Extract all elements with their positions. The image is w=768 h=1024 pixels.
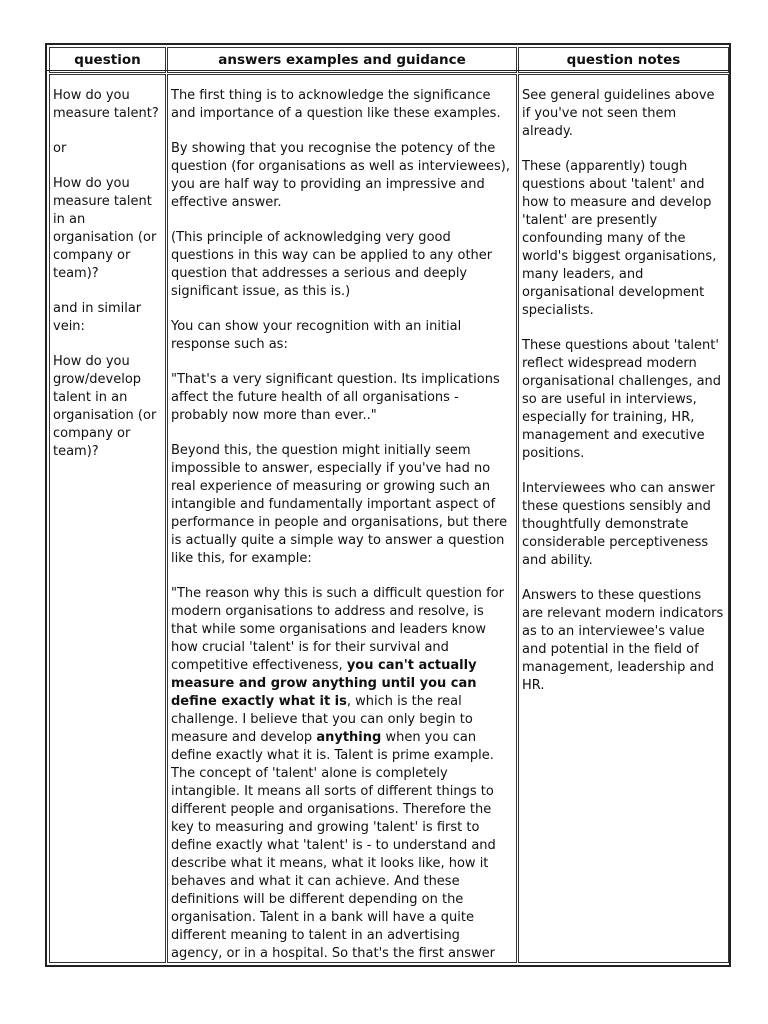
header-notes: question notes: [518, 47, 729, 73]
header-answers: answers examples and guidance: [167, 47, 517, 73]
answer-example: [171, 585, 513, 963]
answer-example-text: when you can define exactly what it is. Talent is prime example. The concept of 'talent' alone is completely intangible. It means all sorts of different things to different people and organisations. Therefore the key to measuring and growing 'talent' is first to define exactly what 'talent' is - to understand and describe what it means, what it looks like, how it behaves and what it can achieve. And these definitions will be different depending on the organisation. Talent in a bank will have a quite different meaning to talent in an advertising agency, or in a hospital. So that's the first answer: [171, 730, 496, 961]
interview-questions-table: [45, 43, 731, 967]
answer-example-text: "The reason why this is such a difficult question for modern organisations to address and resolve, is that while some organisations and leaders know how crucial 'talent' is for their survival and competitive effectiveness,: [171, 586, 504, 673]
notes-cell: [518, 74, 729, 963]
header-question: question: [49, 47, 166, 73]
note-paragraph: See general guidelines above if you've not seen them already.: [522, 88, 715, 139]
note-paragraph: Interviewees who can answer these questions sensibly and thoughtfully demonstrate considerable perceptiveness and ability.: [522, 481, 715, 568]
answer-paragraph: The first thing is to acknowledge the significance and importance of a question like these examples.: [171, 88, 501, 121]
answer-example-emphasis: you can't actually measure and grow anything until you can define exactly what it is: [171, 658, 477, 709]
note-paragraph: Answers to these questions are relevant modern indicators as to an interviewee's value and potential in the field of management, leadership and HR.: [522, 588, 724, 693]
note-paragraph: These questions about 'talent' reflect widespread modern organisational challenges, and so are useful in interviews, especially for training, HR, management and executive positions.: [522, 338, 722, 461]
question-text: How do you grow/develop talent in an organisation (or company or team)?: [53, 354, 157, 459]
answer-paragraph: By showing that you recognise the potency of the question (for organisations as well as interviewees), you are half way to providing an impressive and effective answer.: [171, 141, 510, 210]
answer-example-emphasis: anything: [316, 730, 382, 745]
question-connector: or: [53, 141, 67, 156]
question-cell: [49, 74, 166, 963]
question-text: How do you measure talent?: [53, 88, 159, 121]
answer-paragraph: (This principle of acknowledging very good questions in this way can be applied to any other question that addresses a serious and deeply significant issue, as this is.): [171, 230, 493, 299]
question-connector: and in similar vein:: [53, 301, 142, 334]
answer-example-text: , which is the real challenge. I believe that you can only begin to measure and develop: [171, 694, 473, 745]
answer-paragraph: You can show your recognition with an initial response such as:: [171, 319, 462, 352]
answer-quote: "That's a very significant question. Its implications affect the future health of all organisations - probably now more than ever..": [171, 372, 500, 423]
answers-cell: [167, 74, 517, 963]
question-text: How do you measure talent in an organisation (or company or team)?: [53, 176, 157, 281]
answer-paragraph: Beyond this, the question might initially seem impossible to answer, especially if you've had no real experience of measuring or growing such an intangible and fundamentally important aspect of performance in people and organisations, but there is actually quite a simple way to answer a question like this, for example:: [171, 443, 508, 566]
note-paragraph: These (apparently) tough questions about 'talent' and how to measure and develop 'talent' are presently confounding many of the world's biggest organisations, many leaders, and organisational development specialists.: [522, 159, 717, 318]
